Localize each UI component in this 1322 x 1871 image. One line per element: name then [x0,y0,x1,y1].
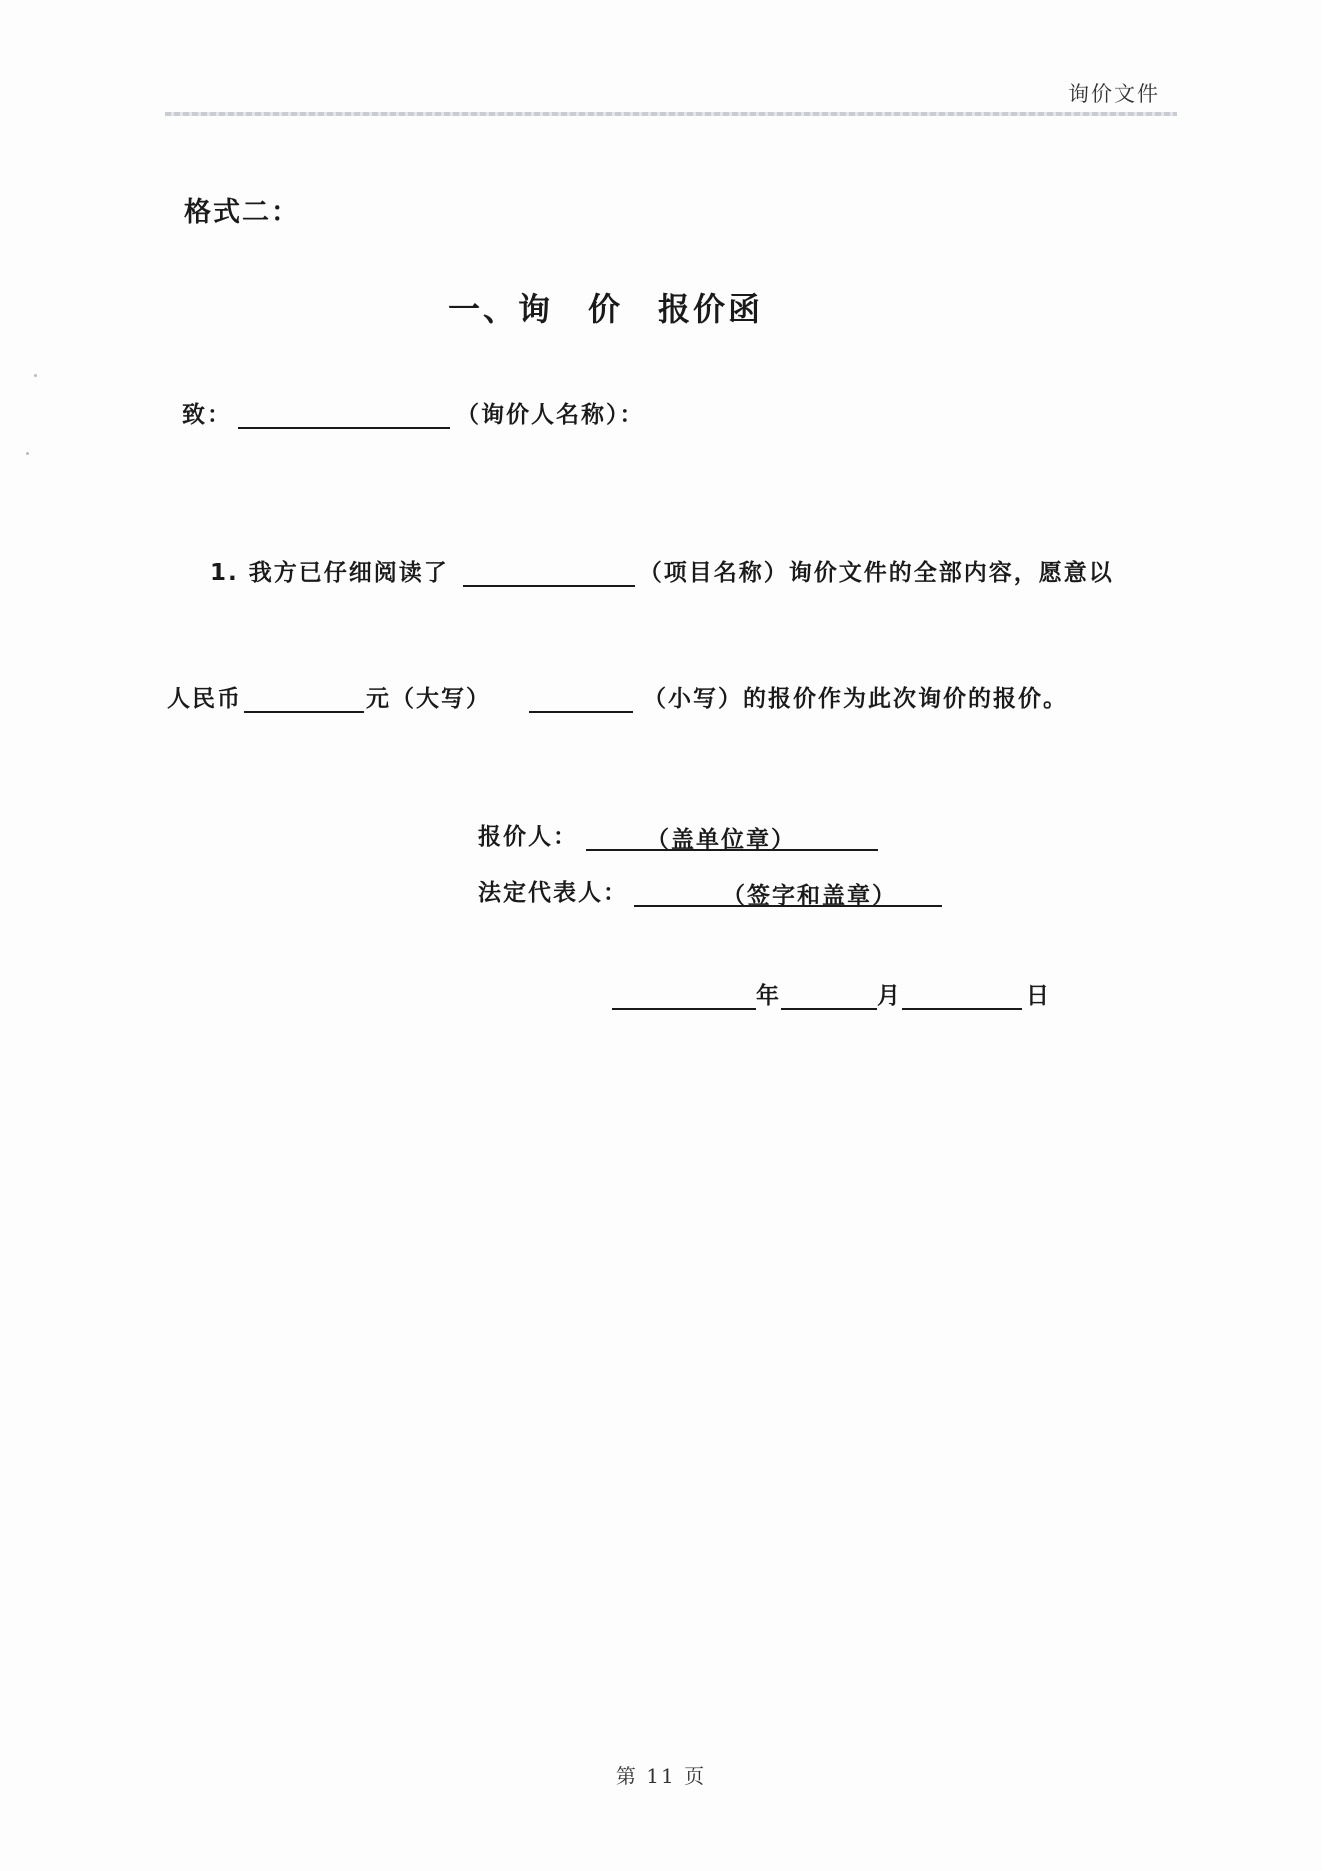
representative-label: 法定代表人： [478,880,628,906]
amount-words-blank [244,683,364,713]
bidder-label: 报价人： [478,824,578,850]
representative-signature-line [478,874,942,907]
scan-speck [34,374,37,377]
scan-speck [26,452,29,455]
paragraph-2-suffix: （小写）的报价作为此次询价的报价。 [643,686,1068,712]
day-blank [902,980,1022,1010]
format-label: 格式二： [184,197,300,228]
month-blank [781,980,877,1010]
day-label: 日 [1026,983,1051,1009]
document-title: 一、询 价 报价函 [448,290,764,328]
month-label: 月 [877,983,902,1009]
project-name-blank [463,557,635,587]
addressee-line [182,396,645,429]
paragraph-1-prefix: 1. 我方已仔细阅读了 [210,560,449,586]
bidder-seal-blank [586,821,878,851]
addressee-blank [238,399,450,429]
date-line [612,977,1051,1010]
header-divider [165,112,1177,116]
amount-figures-blank [529,683,633,713]
addressee-suffix: （询价人名称）： [456,402,645,428]
addressee-prefix: 致： [182,402,232,428]
header-title: 询价文件 [1068,82,1160,106]
bidder-signature-line [478,818,878,851]
paragraph-2-prefix: 人民币 [167,686,242,712]
year-blank [612,980,756,1010]
paragraph-1-suffix: （项目名称）询价文件的全部内容，愿意以 [638,560,1114,586]
year-label: 年 [756,983,781,1009]
paragraph-2-mid: 元（大写） [366,686,491,712]
page-number: 第 11 页 [615,1764,707,1788]
bidder-seal-hint: （盖单位章） [646,827,796,853]
paragraph-1 [210,554,1114,587]
representative-sign-blank [634,877,942,907]
representative-sign-hint: （签字和盖章） [722,883,897,909]
paragraph-2 [167,680,1068,713]
